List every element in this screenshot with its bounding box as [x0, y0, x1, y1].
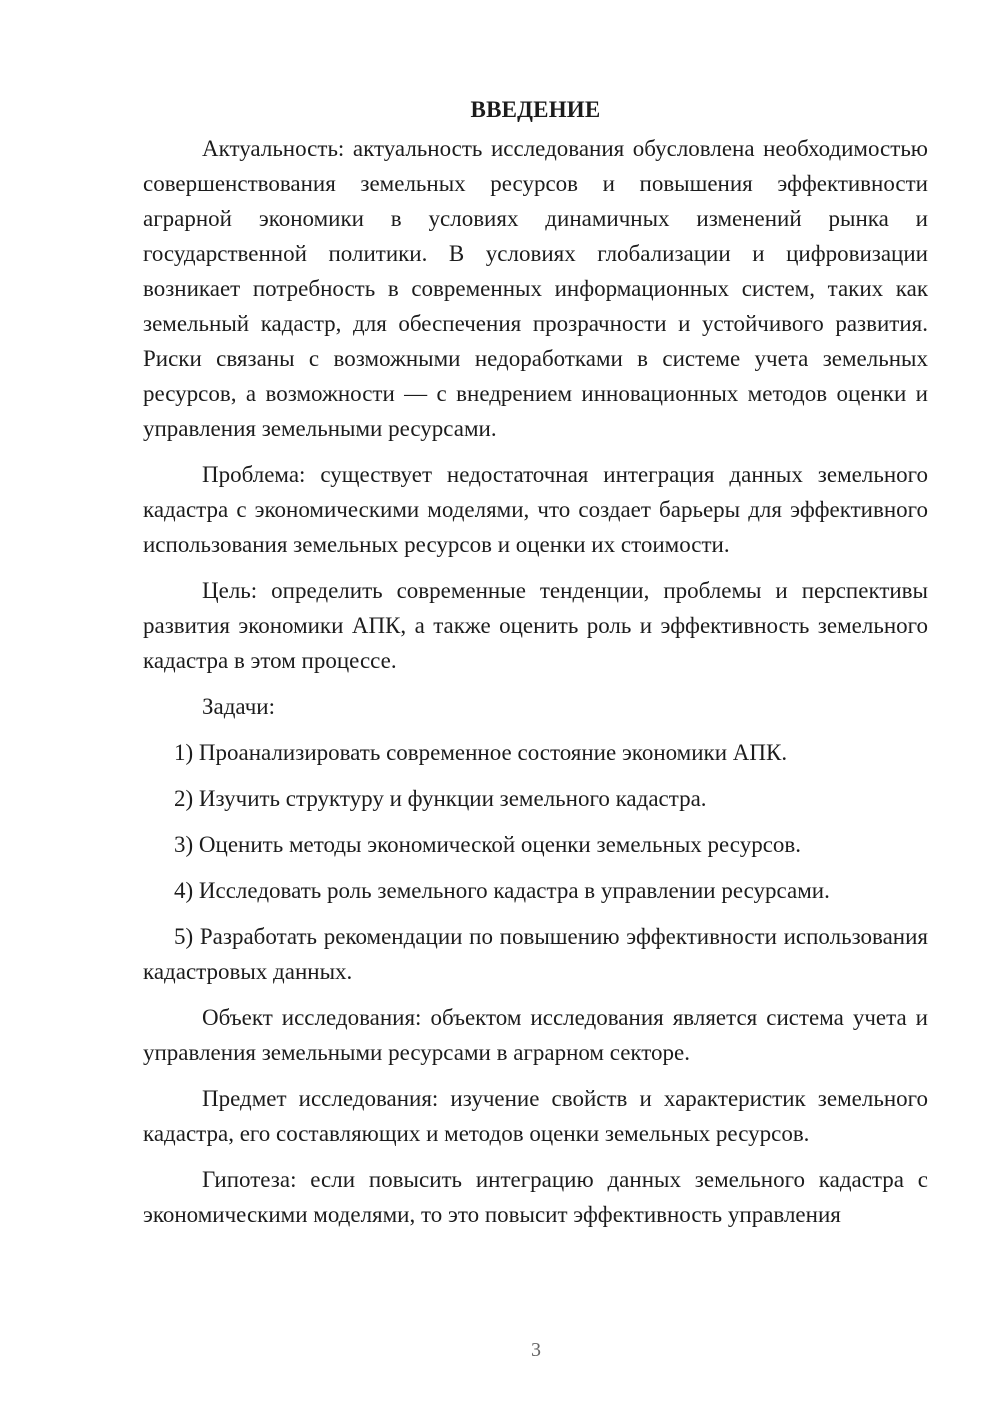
- page-number: 3: [531, 1339, 541, 1361]
- task-item: 1) Проанализировать современное состояние экономики АПК.: [174, 740, 788, 765]
- tasks-heading: Задачи:: [202, 694, 275, 719]
- subject-paragraph: Предмет исследования: изучение свойств и характеристик земельного кадастра, его составляющих и методов оценки земельных ресурсов.: [143, 1086, 928, 1146]
- goal-paragraph: Цель: определить современные тенденции, проблемы и перспективы развития экономики АПК, а также оценить роль и эффективность земельного кадастра в этом процессе.: [143, 578, 928, 673]
- task-item: 4) Исследовать роль земельного кадастра в управлении ресурсами.: [174, 878, 830, 903]
- task-item: 3) Оценить методы экономической оценки земельных ресурсов.: [174, 832, 802, 857]
- object-paragraph: Объект исследования: объектом исследования является система учета и управления земельными ресурсами в аграрном секторе.: [143, 1005, 928, 1065]
- page-content: [143, 92, 928, 1243]
- task-item: 5) Разработать рекомендации по повышению эффективности использования кадастровых данных.: [143, 924, 928, 984]
- relevance-paragraph: Актуальность: актуальность исследования обусловлена необходимостью совершенствования земельных ресурсов и повышения эффективности аграрной экономики в условиях динамичных изменений рынка и государственной политики. В условиях глобализации и цифровизации возникает потребность в современных информационных систем, таких как земельный кадастр, для обеспечения прозрачности и устойчивого развития. Риски связаны с возможными недоработками в системе учета земельных ресурсов, а возможности — с внедрением инновационных методов оценки и управления земельными ресурсами.: [143, 136, 928, 441]
- page-title: ВВЕДЕНИЕ: [470, 97, 601, 122]
- task-item: 2) Изучить структуру и функции земельного кадастра.: [174, 786, 707, 811]
- hypothesis-paragraph: Гипотеза: если повысить интеграцию данных земельного кадастра с экономическими моделями, то это повысит эффективность управления: [143, 1167, 928, 1227]
- problem-paragraph: Проблема: существует недостаточная интеграция данных земельного кадастра с экономическими моделями, что создает барьеры для эффективного использования земельных ресурсов и оценки их стоимости.: [143, 462, 928, 557]
